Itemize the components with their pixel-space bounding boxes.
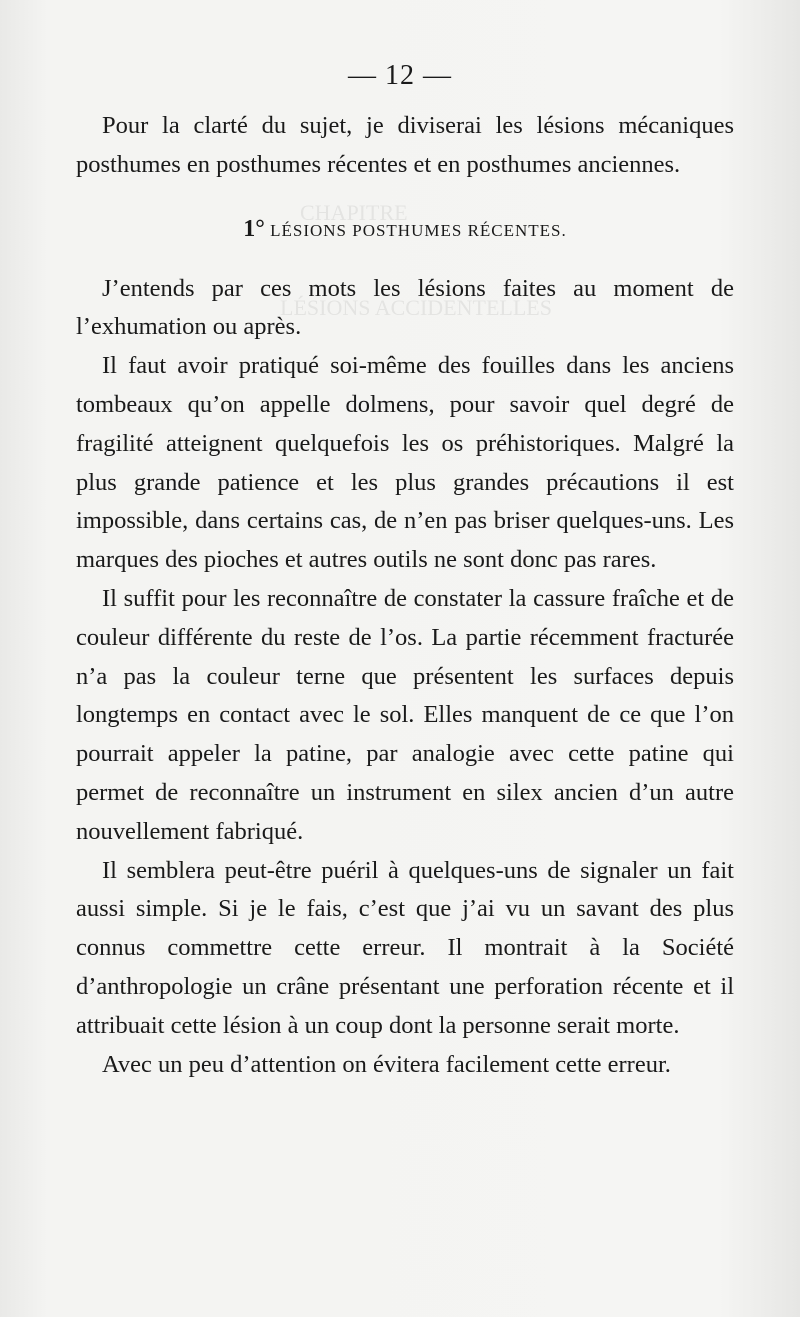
paragraph-conclusion: Avec un peu d’attention on évitera facilement cette erreur. <box>102 1050 671 1078</box>
paragraph-intro: Pour la clarté du sujet, je diviserai les lésions mécaniques posthumes en posthumes récentes et en posthumes anciennes. <box>76 112 734 178</box>
paragraph-anecdote: Il semblera peut-être puéril à quelques-uns de signaler un fait aussi simple. Si je le fais, c’est que j’ai vu un savant des plus connus commettre cette erreur. Il montrait à la Société d’anthropologie un crâne présentant une perforation récente et il attribuait cette lésion à un coup dont la personne serait morte. <box>76 856 734 1039</box>
page-body <box>76 107 734 1084</box>
section-title: LÉSIONS POSTHUMES RÉCENTES. <box>270 220 567 240</box>
paragraph-dolmens: Il faut avoir pratiqué soi-même des fouilles dans les anciens tombeaux qu’on appelle dolmens, pour savoir quel degré de fragilité atteignent quelquefois les os préhistoriques. Malgré la plus grande patience et les plus grandes précautions il est impossible, dans certains cas, de n’en pas briser quelques-uns. Les marques des pioches et autres outils ne sont donc pas rares. <box>76 352 734 574</box>
show-through-text: LÉSIONS ACCIDENTELLES <box>280 295 552 320</box>
section-number: 1° <box>243 215 265 242</box>
section-heading <box>76 210 734 250</box>
paragraph-definition: J’entends par ces mots les lésions faites au moment de l’exhumation ou après. <box>76 274 734 341</box>
show-through-text: CHAPITRE <box>300 200 408 225</box>
paragraph-fracture: Il suffit pour les reconnaître de constater la cassure fraîche et de couleur différente du reste de l’os. La partie récemment fracturée n’a pas la couleur terne que présentent les surfaces depuis longtemps en contact avec le sol. Elles manquent de ce que l’on pourrait appeler la patine, par analogie avec cette patine qui permet de reconnaître un instrument en silex ancien d’un autre nouvellement fabriqué. <box>76 584 734 845</box>
page-number: — 12 — <box>348 60 452 91</box>
